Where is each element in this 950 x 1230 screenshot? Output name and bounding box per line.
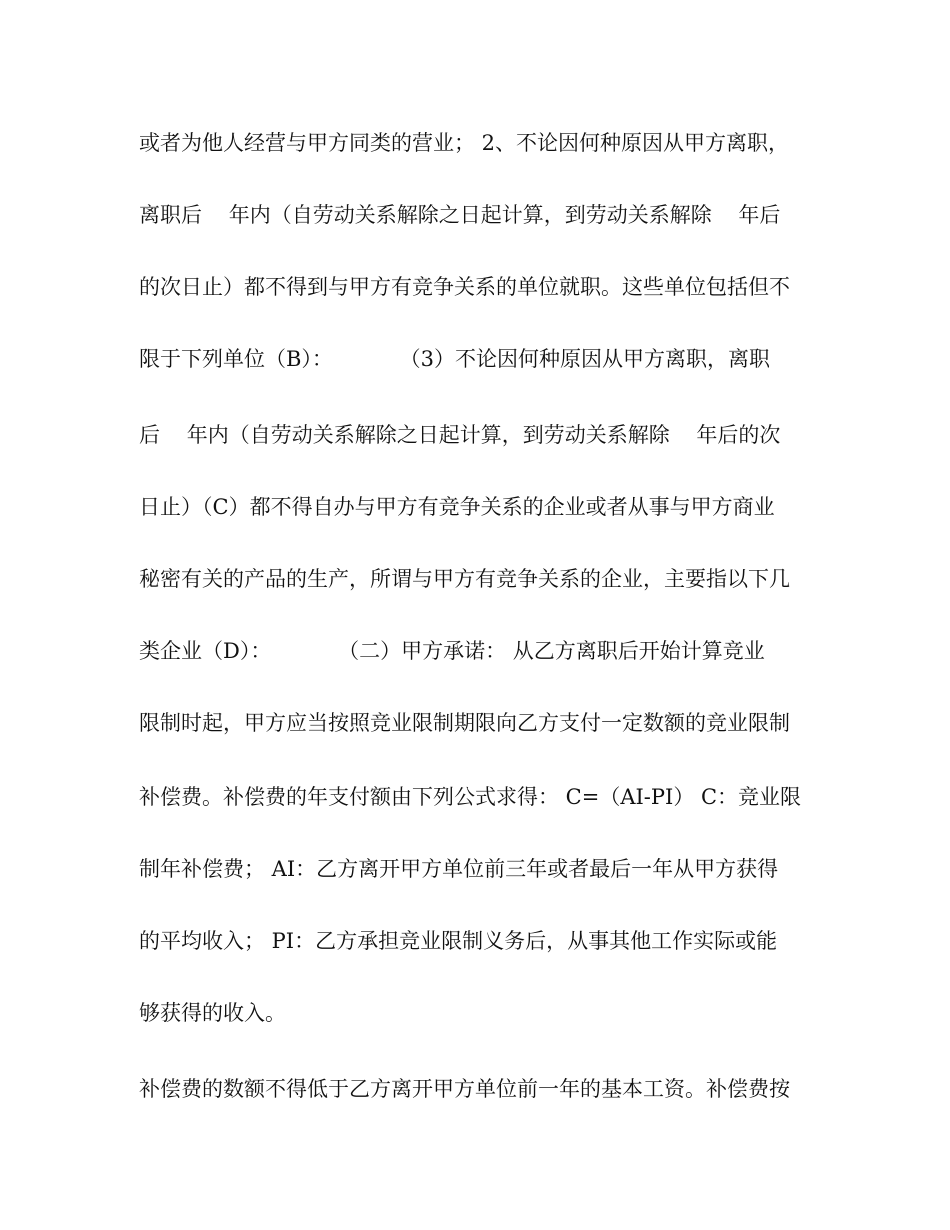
paragraph-line: 离职后 年内（自劳动关系解除之日起计算，到劳动关系解除 年后 — [139, 203, 781, 227]
paragraph-line: 补偿费。补偿费的年支付额由下列公式求得： C=（AI-PI） C：竞业限 — [139, 785, 802, 809]
paragraph-line: 制年补偿费； AI：乙方离开甲方单位前三年或者最后一年从甲方获得 — [139, 857, 779, 881]
paragraph-line: 或者为他人经营与甲方同类的营业； 2、不论因何种原因从甲方离职， — [139, 131, 790, 155]
paragraph-line: 后 年内（自劳动关系解除之日起计算，到劳动关系解除 年后的次 — [139, 423, 781, 447]
paragraph-line: 类企业（D）： （二）甲方承诺： 从乙方离职后开始计算竞业 — [139, 639, 765, 663]
paragraph-line: 限制时起，甲方应当按照竞业限制期限向乙方支付一定数额的竞业限制 — [139, 711, 790, 735]
paragraph-line: 的次日止）都不得到与甲方有竞争关系的单位就职。这些单位包括但不 — [139, 275, 790, 299]
paragraph-line: 秘密有关的产品的生产，所谓与甲方有竞争关系的企业，主要指以下几 — [139, 567, 790, 591]
paragraph-line: 的平均收入； PI：乙方承担竞业限制义务后，从事其他工作实际或能 — [139, 929, 778, 953]
paragraph-line: 够获得的收入。 — [139, 1001, 286, 1025]
paragraph-line: 限于下列单位（B）： （3）不论因何种原因从甲方离职，离职 — [139, 347, 771, 371]
paragraph-line: 日止）（C）都不得自办与甲方有竞争关系的企业或者从事与甲方商业 — [139, 495, 775, 519]
paragraph-line: 补偿费的数额不得低于乙方离开甲方单位前一年的基本工资。补偿费按 — [139, 1077, 790, 1101]
